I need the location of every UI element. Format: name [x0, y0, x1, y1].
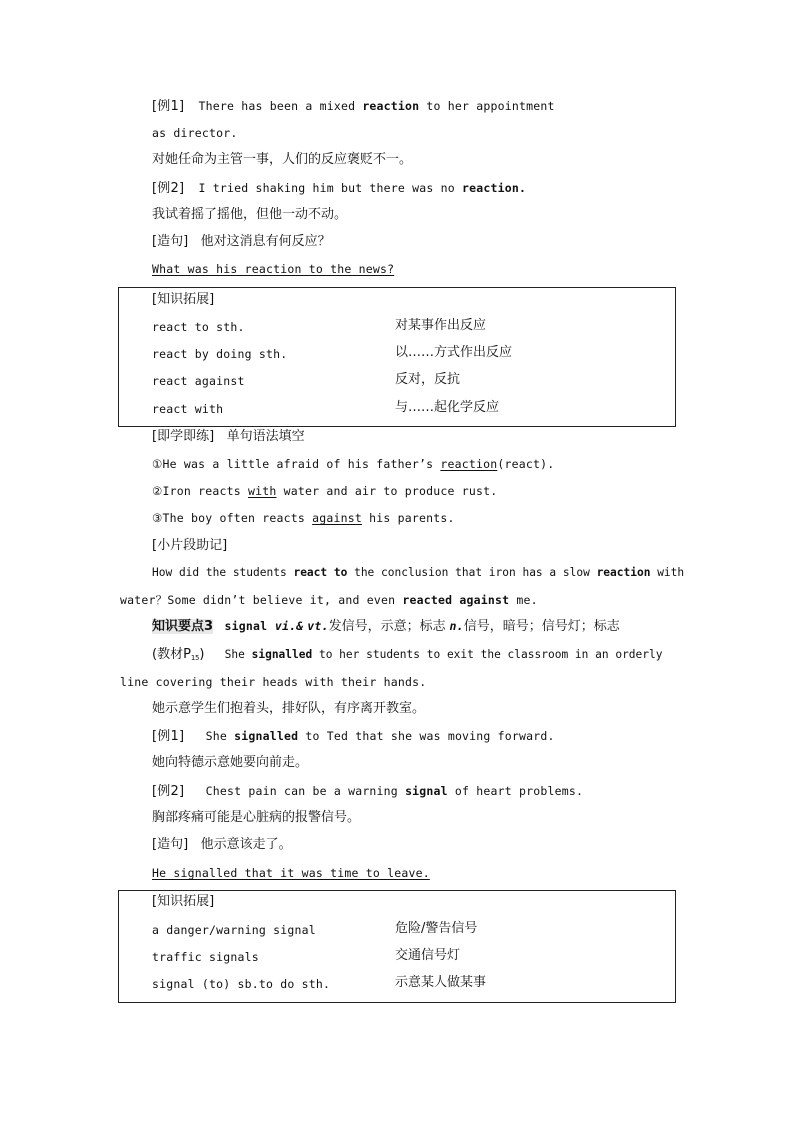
text: me. — [509, 593, 538, 607]
knowledge-point-3 — [152, 618, 620, 635]
textbook-zh: 她示意学生们抱着头，排好队，有序离开教室。 — [152, 701, 426, 716]
keyword: react to — [293, 566, 348, 579]
make-sentence-answer: What was his reaction to the news? — [152, 262, 395, 276]
signal-make-sentence-answer: He signalled that it was time to leave. — [152, 866, 430, 880]
signal-make-sentence — [152, 837, 292, 853]
box-title: [知识拓展] — [152, 894, 215, 909]
keyword: signalled — [251, 648, 313, 661]
example-1-en-line1 — [152, 98, 555, 115]
keyword: reaction. — [462, 181, 527, 195]
make-zh: 他对这消息有何反应？ — [200, 234, 331, 249]
text: his parents. — [361, 511, 455, 525]
memo-heading: [小片段助记] — [152, 538, 228, 553]
textbook-page: 15 — [190, 654, 200, 662]
keyword: reacted against — [402, 593, 510, 607]
keyword: reaction — [362, 99, 420, 113]
make-tag: [造句] — [152, 234, 189, 249]
point-label: 知识要点3 — [152, 619, 214, 634]
part-of-speech: vt. — [307, 619, 329, 633]
text: water？Some didn’t believe it, and even — [120, 593, 403, 607]
box-row-zh: 交通信号灯 — [395, 948, 461, 963]
answer: with — [248, 484, 277, 498]
example-tag: [例1] — [152, 729, 185, 744]
signal-example-1-en — [152, 728, 555, 745]
textbook-line-1 — [152, 647, 662, 666]
keyword: signal — [405, 784, 448, 798]
text: the conclusion that iron has a slow — [347, 566, 597, 579]
text: ①He was a little afraid of his father’s — [152, 457, 441, 471]
practice-tag: [即学即练] — [152, 429, 215, 444]
box-title: [知识拓展] — [152, 292, 215, 307]
practice-heading — [152, 429, 305, 445]
text: She — [224, 648, 252, 661]
text: to her appointment — [419, 99, 555, 113]
answer: against — [312, 511, 362, 525]
knowledge-box-react — [118, 287, 676, 427]
box-row-en: signal (to) sb.to do sth. — [152, 977, 331, 991]
example-1-zh: 对她任命为主管一事，人们的反应褒贬不一。 — [152, 152, 413, 167]
answer: reaction — [440, 457, 498, 471]
text: (react). — [497, 457, 555, 471]
text: She — [205, 729, 235, 743]
make-zh: 他示意该走了。 — [200, 837, 292, 852]
text: with — [650, 566, 685, 579]
knowledge-box-signal — [118, 890, 676, 1003]
part-of-speech: n. — [449, 619, 464, 633]
headword: signal — [224, 619, 268, 633]
text: There has been a mixed — [198, 99, 363, 113]
box-row-zh: 反对，反抗 — [395, 372, 461, 387]
text: to Ted that she was moving forward. — [298, 729, 555, 743]
box-row-zh: 与……起化学反应 — [395, 400, 500, 415]
example-tag: [例1] — [152, 99, 185, 114]
text: to her students to exit the classroom in an orderly — [312, 648, 663, 661]
text: I tried shaking him but there was no — [198, 181, 463, 195]
question-3 — [152, 510, 455, 526]
box-row-en: react against — [152, 374, 245, 388]
question-1 — [152, 456, 554, 472]
box-row-zh: 示意某人做某事 — [395, 975, 487, 990]
textbook-tag: ) — [199, 647, 205, 662]
signal-example-2-zh: 胸部疼痛可能是心脏病的报警信号。 — [152, 810, 361, 825]
box-row-en: react with — [152, 402, 224, 416]
keyword: reaction — [596, 566, 651, 579]
question-2 — [152, 483, 497, 499]
text: ③The boy often reacts — [152, 511, 313, 525]
box-row-zh: 对某事作出反应 — [395, 318, 487, 333]
example-tag: [例2] — [152, 181, 185, 196]
textbook-tag: (教材P — [152, 647, 191, 662]
text: of heart problems. — [447, 784, 584, 798]
text: ②Iron reacts — [152, 484, 248, 498]
box-row-zh: 危险/警告信号 — [395, 921, 478, 936]
example-2-zh: 我试着摇了摇他，但他一动不动。 — [152, 207, 348, 222]
signal-example-2-en — [152, 783, 583, 800]
example-tag: [例2] — [152, 784, 185, 799]
memo-line-2 — [120, 592, 538, 608]
meaning: 信号，暗号；信号灯；标志 — [463, 619, 620, 634]
box-row-zh: 以……方式作出反应 — [395, 345, 513, 360]
text: water and air to produce rust. — [276, 484, 498, 498]
keyword: signalled — [234, 729, 299, 743]
text: Chest pain can be a warning — [205, 784, 406, 798]
example-2-en — [152, 180, 526, 197]
box-row-en: a danger/warning signal — [152, 923, 316, 937]
textbook-line-2: line covering their heads with their hands. — [120, 675, 427, 689]
make-tag: [造句] — [152, 837, 189, 852]
part-of-speech: vi.& — [274, 619, 304, 633]
example-1-en-line2: as director. — [152, 126, 238, 140]
practice-title: 单句语法填空 — [226, 429, 305, 444]
text: How did the students — [152, 566, 294, 579]
meaning: 发信号，示意；标志 — [328, 619, 446, 634]
make-sentence — [152, 234, 331, 250]
box-row-en: react to sth. — [152, 320, 245, 334]
box-row-en: react by doing sth. — [152, 347, 288, 361]
signal-example-1-zh: 她向特德示意她要向前走。 — [152, 755, 309, 770]
box-row-en: traffic signals — [152, 950, 259, 964]
memo-line-1 — [152, 565, 684, 581]
